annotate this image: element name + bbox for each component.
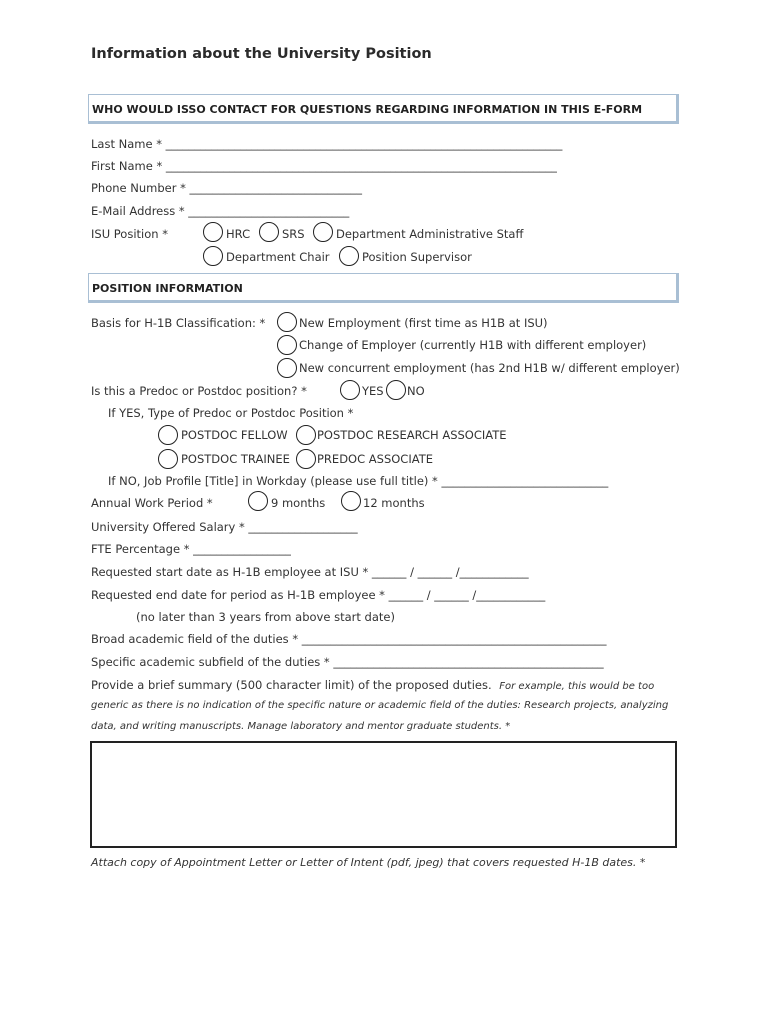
work-period-9-label: 9 months (271, 496, 326, 510)
predoc-no-label: NO (407, 384, 425, 398)
radio-predoc-yes[interactable] (340, 380, 360, 400)
option-srs-label: SRS (282, 227, 305, 241)
summary-example-line-3: data, and writing manuscripts. Manage laboratory and mentor graduate students. * (91, 721, 511, 732)
radio-9-months[interactable] (248, 491, 268, 511)
broad-field-input[interactable]: Broad academic field of the duties * _____________________________________________________ (91, 632, 607, 646)
radio-postdoc-fellow[interactable] (158, 425, 178, 445)
option-dept-chair-label: Department Chair (226, 250, 330, 264)
email-field[interactable]: E-Mail Address * ____________________________ (91, 204, 350, 218)
basis-label: Basis for H-1B Classification: * (91, 316, 266, 330)
job-profile-field[interactable]: If NO, Job Profile [Title] in Workday (please use full title) * _____________________________ (108, 474, 609, 488)
end-date-field[interactable]: Requested end date for period as H-1B employee * ______ / ______ /____________ (91, 588, 546, 602)
postdoc-trainee-label: POSTDOC TRAINEE (181, 452, 290, 466)
radio-predoc-associate[interactable] (296, 449, 316, 469)
radio-hrc[interactable] (203, 222, 223, 242)
position-section-heading: POSITION INFORMATION (92, 282, 243, 295)
radio-position-supervisor[interactable] (339, 246, 359, 266)
fte-field[interactable]: FTE Percentage * _________________ (91, 542, 291, 556)
contact-section-header (88, 94, 679, 124)
isu-position-label: ISU Position * (91, 227, 168, 241)
predoc-label: Is this a Predoc or Postdoc position? * (91, 384, 307, 398)
radio-concurrent-employment[interactable] (277, 358, 297, 378)
option-dept-admin-staff-label: Department Administrative Staff (336, 227, 524, 241)
summary-label-text: Provide a brief summary (500 character limit) of the proposed duties. (91, 678, 492, 692)
radio-dept-chair[interactable] (203, 246, 223, 266)
radio-change-of-employer[interactable] (277, 335, 297, 355)
work-period-label: Annual Work Period * (91, 496, 213, 510)
predoc-yes-label: YES (362, 384, 384, 398)
page-title: Information about the University Position (91, 46, 432, 62)
start-date-field[interactable]: Requested start date as H-1B employee at ISU * ______ / ______ /____________ (91, 565, 529, 579)
last-name-field[interactable]: Last Name * _____________________________________________________________________ (91, 137, 563, 151)
summary-textarea[interactable] (90, 741, 677, 848)
position-section-header (88, 273, 679, 303)
specific-field-input[interactable]: Specific academic subfield of the duties * _______________________________________________ (91, 655, 604, 669)
summary-example-line-2: generic as there is no indication of the specific nature or academic field of the duties: Research projects, analyzing (91, 700, 669, 711)
summary-example-line-1: For example, this would be too (499, 681, 655, 692)
predoc-associate-label: PREDOC ASSOCIATE (317, 452, 433, 466)
basis-concurrent-label: New concurrent employment (has 2nd H1B w/ different employer) (299, 361, 680, 375)
basis-change-employer-label: Change of Employer (currently H1B with different employer) (299, 338, 647, 352)
phone-field[interactable]: Phone Number * ______________________________ (91, 181, 363, 195)
postdoc-fellow-label: POSTDOC FELLOW (181, 428, 288, 442)
summary-label (91, 678, 654, 692)
radio-srs[interactable] (259, 222, 279, 242)
if-yes-label: If YES, Type of Predoc or Postdoc Position * (108, 406, 354, 420)
first-name-field[interactable]: First Name * ____________________________________________________________________ (91, 159, 557, 173)
basis-new-employment-label: New Employment (first time as H1B at ISU) (299, 316, 548, 330)
end-date-note: (no later than 3 years from above start date) (136, 610, 395, 624)
work-period-12-label: 12 months (363, 496, 425, 510)
attach-label: Attach copy of Appointment Letter or Letter of Intent (pdf, jpeg) that covers requested H-1B dates. * (91, 856, 646, 869)
radio-predoc-no[interactable] (386, 380, 406, 400)
radio-postdoc-research-associate[interactable] (296, 425, 316, 445)
radio-dept-admin-staff[interactable] (313, 222, 333, 242)
radio-12-months[interactable] (341, 491, 361, 511)
option-position-supervisor-label: Position Supervisor (362, 250, 472, 264)
radio-postdoc-trainee[interactable] (158, 449, 178, 469)
option-hrc-label: HRC (226, 227, 251, 241)
contact-section-heading: WHO WOULD ISSO CONTACT FOR QUESTIONS REGARDING INFORMATION IN THIS E-FORM (92, 103, 643, 116)
radio-new-employment[interactable] (277, 312, 297, 332)
postdoc-research-associate-label: POSTDOC RESEARCH ASSOCIATE (317, 428, 507, 442)
salary-field[interactable]: University Offered Salary * ___________________ (91, 520, 358, 534)
